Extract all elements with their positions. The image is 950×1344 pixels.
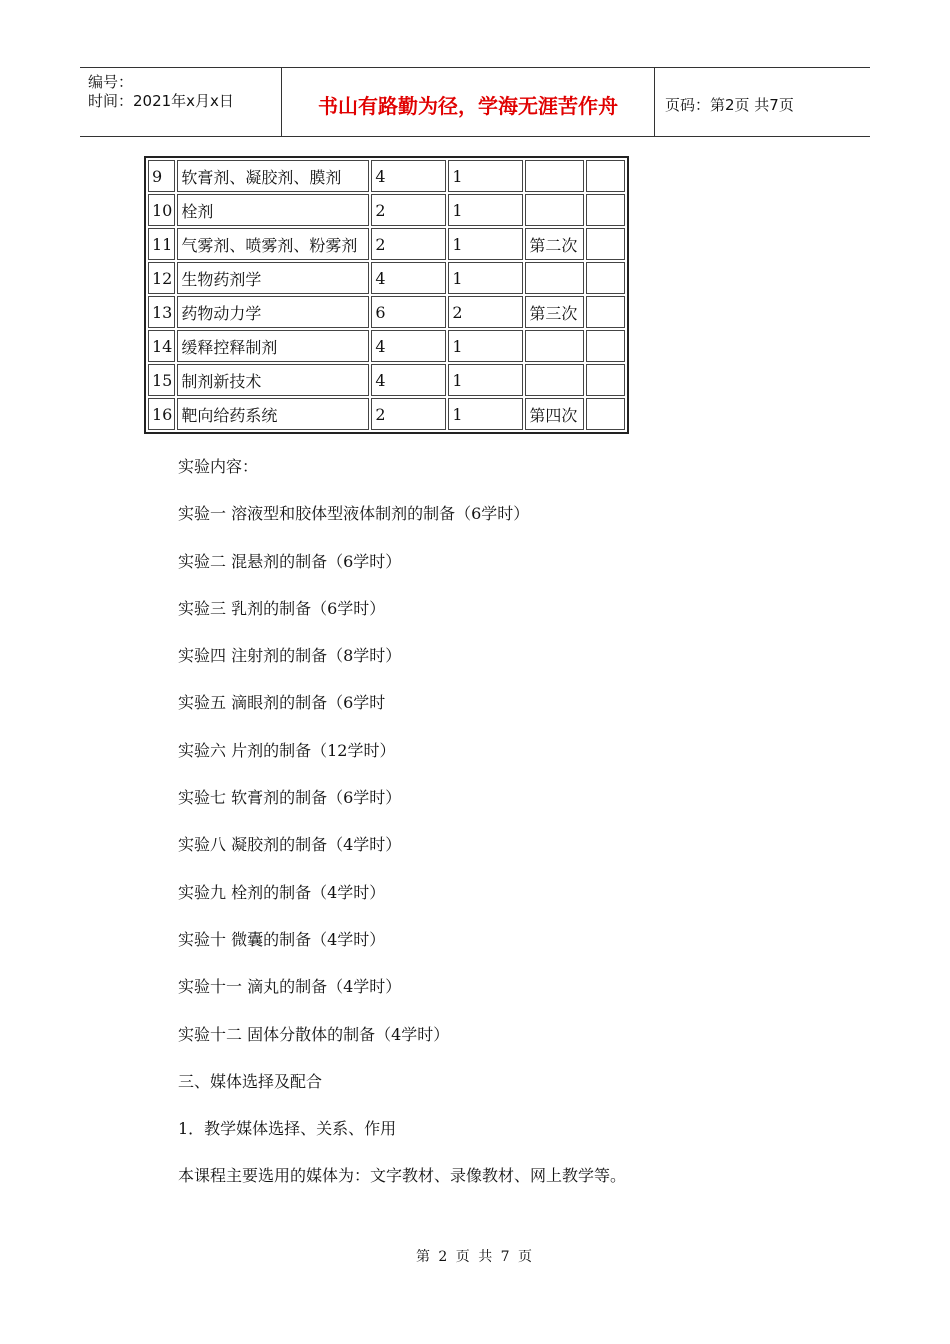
table-cell: 16 — [148, 398, 175, 430]
table-cell: 10 — [148, 194, 175, 226]
table-row — [148, 330, 625, 362]
table-cell: 2 — [371, 398, 446, 430]
table-cell — [586, 160, 625, 192]
table-cell: 1 — [448, 228, 523, 260]
body-line: 实验七 软膏剂的制备（6学时） — [178, 788, 402, 808]
table-cell: 12 — [148, 262, 175, 294]
table-cell: 14 — [148, 330, 175, 362]
table-cell — [586, 194, 625, 226]
header-motto: 书山有路勤为径，学海无涯苦作舟 — [318, 94, 618, 118]
table-cell: 1 — [448, 160, 523, 192]
table-cell — [586, 398, 625, 430]
body-line: 实验八 凝胶剂的制备（4学时） — [178, 835, 402, 855]
table-row — [148, 296, 625, 328]
table-cell: 2 — [371, 194, 446, 226]
body-line: 实验十 微囊的制备（4学时） — [178, 929, 386, 949]
body-line: 实验四 注射剂的制备（8学时） — [178, 646, 402, 666]
table-row — [148, 398, 625, 430]
table-cell: 1 — [448, 398, 523, 430]
table-cell: 4 — [371, 262, 446, 294]
table-cell: 靶向给药系统 — [177, 398, 369, 430]
header-divider — [654, 68, 655, 136]
header-meta — [88, 73, 234, 111]
table-cell: 制剂新技术 — [177, 364, 369, 396]
table-cell — [525, 364, 584, 396]
body-line: 实验二 混悬剂的制备（6学时） — [178, 551, 402, 571]
table-cell: 4 — [371, 364, 446, 396]
table-cell: 1 — [448, 262, 523, 294]
body-line: 实验三 乳剂的制备（6学时） — [178, 598, 386, 618]
body-line: 实验九 栓剂的制备（4学时） — [178, 882, 386, 902]
table-cell: 11 — [148, 228, 175, 260]
table-cell — [525, 160, 584, 192]
table-cell: 1 — [448, 194, 523, 226]
table-cell: 软膏剂、凝胶剂、膜剂 — [177, 160, 369, 192]
table-cell: 13 — [148, 296, 175, 328]
table-cell — [525, 262, 584, 294]
table-cell: 9 — [148, 160, 175, 192]
body-line: 本课程主要选用的媒体为：文字教材、录像教材、网上教学等。 — [178, 1166, 627, 1186]
table-cell: 生物药剂学 — [177, 262, 369, 294]
time-label: 时间：2021年x月x日 — [88, 92, 234, 110]
table-cell: 1 — [448, 364, 523, 396]
page-footer: 第 2 页 共 7 页 — [415, 1249, 535, 1265]
table-cell: 6 — [371, 296, 446, 328]
table-cell: 缓释控释制剂 — [177, 330, 369, 362]
document-body — [178, 452, 626, 1209]
body-line: 实验十二 固体分散体的制备（4学时） — [178, 1024, 450, 1044]
body-line: 实验五 滴眼剂的制备（6学时 — [178, 693, 386, 713]
table-cell — [586, 228, 625, 260]
table-cell — [586, 364, 625, 396]
body-line: 三、媒体选择及配合 — [178, 1071, 323, 1091]
table-cell: 15 — [148, 364, 175, 396]
table-cell: 1 — [448, 330, 523, 362]
serial-label: 编号： — [88, 73, 134, 91]
header-page-info: 页码：第2页 共7页 — [665, 96, 794, 114]
body-line: 实验内容： — [178, 457, 259, 476]
body-line: 实验六 片剂的制备（12学时） — [178, 740, 396, 760]
table-cell — [586, 262, 625, 294]
table-row — [148, 262, 625, 294]
table-cell: 第三次 — [525, 296, 584, 328]
table-cell: 2 — [448, 296, 523, 328]
body-line: 1．教学媒体选择、关系、作用 — [178, 1119, 397, 1139]
table-cell: 气雾剂、喷雾剂、粉雾剂 — [177, 228, 369, 260]
table-cell: 药物动力学 — [177, 296, 369, 328]
table-cell — [525, 194, 584, 226]
table-cell — [586, 330, 625, 362]
table-cell — [525, 330, 584, 362]
body-line: 实验十一 滴丸的制备（4学时） — [178, 977, 402, 997]
table-row — [148, 194, 625, 226]
table-cell: 4 — [371, 330, 446, 362]
table-cell: 第四次 — [525, 398, 584, 430]
page-header — [80, 67, 870, 137]
table-row — [148, 160, 625, 192]
table-row — [148, 228, 625, 260]
table-cell: 4 — [371, 160, 446, 192]
table-cell: 第二次 — [525, 228, 584, 260]
table-cell: 2 — [371, 228, 446, 260]
table-cell: 栓剂 — [177, 194, 369, 226]
table-cell — [586, 296, 625, 328]
body-line: 实验一 溶液型和胶体型液体制剂的制备（6学时） — [178, 504, 530, 524]
schedule-table — [144, 156, 629, 434]
table-row — [148, 364, 625, 396]
